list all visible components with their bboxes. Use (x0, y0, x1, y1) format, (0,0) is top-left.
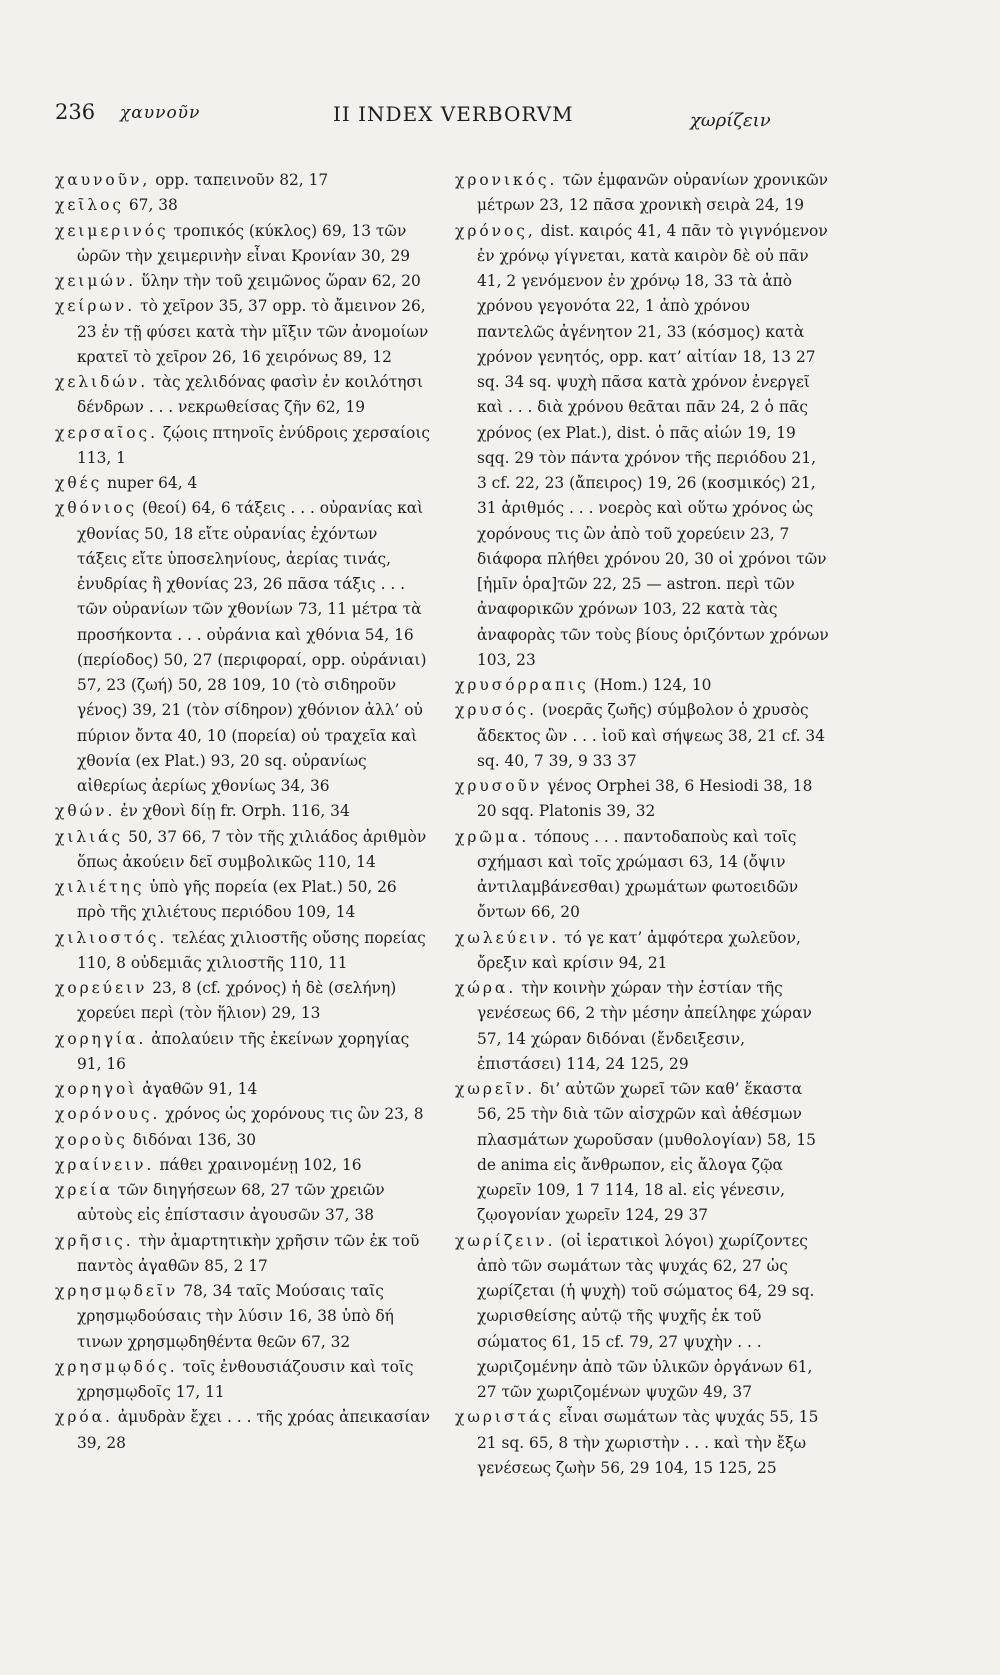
entry-text: dist. καιρός 41, 4 πᾶν τὸ γιγνόμενον ἐν χρόνῳ γίγνεται, κατὰ καιρὸν δὲ οὐ πᾶν 41, 2 γενόμενον ἐν χρόνῳ 18, 33 τὰ ἀπὸ χρόνου γεγονότα 22, 1 ἀπὸ χρόνου παντελῶς ἀγένητον 21, 33 (κόσμος) κατὰ χρόνον γενητός, opp. κατ’ αἰτίαν 18, 13 27 sq. 34 sq. ψυχὴ πᾶσα κατὰ χρόνον ἐνεργεῖ καὶ . . . διὰ χρόνου θεᾶται πᾶν 24, 2 ὁ πᾶς χρόνος (ex Plat.), dist. ὁ πᾶς αἰών 19, 19 sqq. 29 τὸν πάντα χρόνον τῆς περιόδου 21, 3 cf. 22, 23 (ἄπειρος) 19, 26 (κοσμικός) 21, 31 ἀριθμός . . . νοερὸς καὶ οὕτω χρόνος ὡς χορόνους τις ὢν ἀπὸ τοῦ χορεύειν 23, 7 διάφορα πλήθει χρόνου 20, 30 οἱ χρόνοι τῶν [ἡμῖν ὁρα]τῶν 22, 25 — astron. περὶ τῶν ἀναφορικῶν χρόνων 103, 22 κατὰ τὰς ἀναφορὰς τῶν τοὺς βίους ὁριζόντων χρόνων 103, 23 (477, 221, 829, 669)
entry-lemma: χθές (55, 474, 103, 492)
index-entry (455, 1077, 830, 1229)
entry-text: ὕλην τὴν τοῦ χειμῶνος ὥραν 62, 20 (136, 272, 421, 290)
right-running-headword: χωρίζειν (690, 110, 771, 131)
index-entry (55, 1279, 430, 1355)
index-entry (55, 219, 430, 270)
entry-text: 78, 34 ταῖς Μούσαις ταῖς χρησμῳδούσαις τὴν λύσιν 16, 38 ὑπὸ δή τινων χρησμῳδηθέντα θεῶν 67, 32 (77, 1282, 394, 1351)
entry-lemma: χρεία (55, 1181, 113, 1199)
index-entry (55, 825, 430, 876)
entry-lemma: χορηγία. (55, 1029, 147, 1048)
entry-lemma: χραίνειν. (55, 1155, 155, 1174)
entry-text: τόπους . . . παντοδαποὺς καὶ τοῖς σχήμασι καὶ τοῖς χρώμασι 63, 14 (ὄψιν ἀντιλαμβάνεσθαι) χρωμάτων φωτοειδῶν ὄντων 66, 20 (477, 827, 799, 922)
index-entry (55, 1027, 430, 1078)
entry-lemma: χείρων. (55, 297, 136, 316)
index-entry (55, 269, 430, 294)
index-entry (55, 1102, 430, 1127)
entry-lemma: χρυσόρραπις (455, 676, 589, 694)
page-number: 236 (55, 100, 96, 124)
index-entry (455, 926, 830, 977)
entry-lemma: χρόα. (55, 1408, 113, 1427)
entry-lemma: χελιδών. (55, 373, 149, 391)
entry-lemma: χωρίζειν. (455, 1231, 556, 1250)
entry-lemma: χειμών. (55, 272, 137, 290)
index-entry (55, 1128, 430, 1153)
entry-lemma: χρονικός. (455, 171, 558, 189)
page-header (55, 100, 770, 140)
entry-text: τελέας χιλιοστῆς οὔσης πορείας 110, 8 οὐδεμιᾶς χιλιοστῆς 110, 11 (77, 928, 426, 972)
index-entry (55, 496, 430, 799)
entry-text: τὴν ἁμαρτητικὴν χρῆσιν τῶν ἐκ τοῦ παντὸς ἀγαθῶν 85, 2 17 (77, 1231, 420, 1275)
index-entry (55, 926, 430, 977)
index-entry (55, 1153, 430, 1178)
entry-lemma: χωριστάς (455, 1408, 554, 1427)
index-entry (55, 799, 430, 824)
entry-text: πάθει χραινομένῃ 102, 16 (154, 1155, 362, 1174)
entry-lemma: χορεύειν (55, 979, 148, 997)
left-column (55, 168, 430, 1456)
entry-text: τροπικός (κύκλος) 69, 13 τῶν ὡρῶν τὴν χειμερινὴν εἶναι Κρονίαν 30, 29 (77, 221, 411, 265)
index-entry (55, 421, 430, 472)
entry-lemma: χοροὺς (55, 1130, 128, 1149)
entry-lemma: χαυνοῦν, (55, 171, 151, 189)
right-column (455, 168, 830, 1481)
entry-text: 67, 38 (123, 196, 178, 215)
entry-lemma: χώρα. (455, 979, 517, 997)
index-entry (55, 471, 430, 496)
entry-text: (Hom.) 124, 10 (588, 676, 712, 694)
entry-lemma: χρόνος, (455, 221, 536, 240)
entry-lemma: χωρεῖν. (455, 1080, 536, 1098)
entry-text: ἀπολαύειν τῆς ἐκείνων χορηγίας 91, 16 (77, 1029, 410, 1073)
entry-text: διδόναι 136, 30 (127, 1130, 257, 1149)
entry-lemma: χωλεύειν. (455, 928, 560, 947)
entry-text: τοῖς ἐνθουσιάζουσιν καὶ τοῖς χρησμῳδοῖς 17, 11 (77, 1357, 414, 1401)
entry-lemma: χειμερινός (55, 221, 169, 240)
entry-text: nuper 64, 4 (102, 474, 198, 492)
entry-lemma: χρῆσις. (55, 1231, 134, 1250)
entry-text: (οἱ ἱερατικοὶ λόγοι) χωρίζοντες ἀπὸ τῶν σωμάτων τὰς ψυχάς 62, 27 ὡς χωρίζεται (ἡ ψυχὴ) τοῦ σώματος 64, 29 sq. χωρισθείσης αὐτῷ τῆς ψυχῆς ἐκ τοῦ σώματος 61, 15 cf. 79, 27 ψυχὴν . . . χωριζομένην ἀπὸ τῶν ὑλικῶν ὀργάνων 61, 27 τῶν χωριζομένων ψυχῶν 49, 37 (477, 1231, 815, 1401)
index-entry (55, 976, 430, 1027)
index-entry (55, 1077, 430, 1102)
entry-text: ζῴοις πτηνοῖς ἐνύδροις χερσαίοις 113, 1 (77, 423, 430, 467)
entry-text: τὰς χελιδόνας φασὶν ἐν κοιλότησι δένδρων . . . νεκρωθείσας ζῆν 62, 19 (77, 373, 424, 417)
entry-lemma: χεῖλος (55, 196, 124, 215)
entry-text: ὑπὸ γῆς πορεία (ex Plat.) 50, 26 πρὸ τῆς χιλιέτους περιόδου 109, 14 (77, 878, 397, 922)
entry-text: γένος Orphei 38, 6 Hesiodi 38, 18 20 sqq. Platonis 39, 32 (477, 777, 813, 821)
entry-text: ἀμυδρὰν ἔχει . . . τῆς χρόας ἀπεικασίαν 39, 28 (77, 1408, 430, 1452)
entry-text: (θεοί) 64, 6 τάξεις . . . οὐρανίας καὶ χθονίας 50, 18 εἴτε οὐρανίας ἐχόντων τάξεις εἴτε ὑποσεληνίους, ἀερίας τινάς, ἐνυδρίας ἢ χθονίας 23, 26 πᾶσα τάξις . . . τῶν οὐρανίων τῶν χθονίων 73, 11 μέτρα τὰ προσήκοντα . . . οὐράνια καὶ χθόνια 54, 16 (περίοδος) 50, 27 (περιφοραί, opp. οὐράνιαι) 57, 23 (ζωή) 50, 28 109, 10 (τὸ σιδηροῦν γένος) 39, 21 (τὸν σίδηρον) χθόνιον ἀλλ’ οὐ πύριον ὄντα 40, 10 (πορεία) οὐ τραχεῖα καὶ χθονία (ex Plat.) 93, 20 sq. οὐρανίως αἰθερίως ἀερίως χθονίως 34, 36 (77, 499, 427, 795)
index-entry (455, 219, 830, 674)
left-running-headword: χαυνοῦν (120, 103, 201, 123)
entry-text: ἐν χθονὶ δίῃ fr. Orph. 116, 34 (115, 802, 350, 821)
entry-text: εἶναι σωμάτων τὰς ψυχάς 55, 15 21 sq. 65, 8 τὴν χωριστὴν . . . καὶ τὴν ἔξω γενέσεως ζωὴν 56, 29 104, 15 125, 25 (477, 1408, 819, 1477)
entry-lemma: χρυσοῦν (455, 777, 543, 795)
index-entry (455, 673, 830, 698)
entry-lemma: χιλιοστός. (55, 928, 168, 947)
entry-text: 50, 37 66, 7 τὸν τῆς χιλιάδος ἀριθμὸν ὅπως ἀκούειν δεῖ συμβολικῶς 110, 14 (77, 827, 427, 871)
entry-text: χρόνος ὡς χορόνους τις ὢν 23, 8 (160, 1105, 424, 1124)
entry-text: δι’ αὐτῶν χωρεῖ τῶν καθ’ ἕκαστα 56, 25 τὴν διὰ τῶν αἰσχρῶν καὶ ἀθέσμων πλασμάτων χωροῦσαν (μυθολογίαν) 58, 15 de anima εἰς ἄνθρωπον, εἰς ἄλογα ζῷα χωρεῖν 109, 1 7 114, 18 al. εἰς γένεσιν, ζῳογονίαν χωρεῖν 124, 29 37 (477, 1080, 816, 1225)
index-entry (455, 1405, 830, 1481)
index-entry (55, 1178, 430, 1229)
entry-lemma: χθόνιος (55, 499, 138, 518)
page-title: II INDEX VERBORVM (333, 102, 574, 126)
entry-lemma: χιλιάς (55, 827, 124, 846)
index-entry (455, 168, 830, 219)
entry-lemma: χερσαῖος. (55, 423, 159, 442)
index-entry (55, 1405, 430, 1456)
index-entry (455, 976, 830, 1077)
entry-text: (νοερᾶς ζωῆς) σύμβολον ὁ χρυσὸς ἄδεκτος ὢν . . . ἰοῦ καὶ σήψεως 38, 21 cf. 34 sq. 40, 7 39, 9 33 37 (477, 701, 825, 770)
entry-lemma: χρυσός. (455, 701, 538, 720)
index-entry (55, 168, 430, 193)
entry-lemma: χρησμῳδεῖν (55, 1282, 179, 1300)
index-entry (455, 774, 830, 825)
index-entry (455, 1229, 830, 1406)
entry-lemma: χιλιέτης (55, 878, 145, 896)
entry-lemma: χθών. (55, 802, 116, 821)
entry-lemma: χορηγοὶ (55, 1080, 138, 1098)
entry-text: τῶν ἐμφανῶν οὐρανίων χρονικῶν μέτρων 23, 12 πᾶσα χρονικὴ σειρὰ 24, 19 (477, 171, 829, 215)
index-entry (55, 1229, 430, 1280)
entry-lemma: χορόνους. (55, 1105, 161, 1124)
entry-lemma: χρησμῳδός. (55, 1357, 178, 1376)
index-entry (55, 1355, 430, 1406)
entry-text: τὴν κοινὴν χώραν τὴν ἑστίαν τῆς γενέσεως 66, 2 τὴν μέσην ἀπείληφε χώραν 57, 14 χώραν διδόναι (ἔνδειξεσιν, ἐπιστάσει) 114, 24 125, 29 (477, 979, 812, 1073)
entry-text: ἀγαθῶν 91, 14 (137, 1080, 258, 1098)
index-entry (55, 193, 430, 218)
index-entry (55, 370, 430, 421)
entry-text: τῶν διηγήσεων 68, 27 τῶν χρειῶν αὐτοὺς εἰς ἐπίστασιν ἀγουσῶν 37, 38 (77, 1181, 385, 1225)
entry-text: τό γε κατ’ ἀμφότερα χωλεῦον, ὄρεξιν καὶ κρίσιν 94, 21 (477, 928, 801, 972)
entry-text: opp. ταπεινοῦν 82, 17 (150, 171, 329, 189)
index-entry (455, 825, 830, 926)
index-entry (55, 294, 430, 370)
entry-text: 23, 8 (cf. χρόνος) ἡ δὲ (σελήνη) χορεύει περὶ (τὸν ἥλιον) 29, 13 (77, 979, 397, 1023)
entry-lemma: χρῶμα. (455, 827, 530, 846)
index-entry (455, 698, 830, 774)
entry-text: τὸ χεῖρον 35, 37 opp. τὸ ἄμεινον 26, 23 ἐν τῇ φύσει κατὰ τὴν μῖξιν τῶν ἀνομοίων κρατεῖ τὸ χεῖρον 26, 16 χειρόνως 89, 12 (77, 297, 429, 366)
index-entry (55, 875, 430, 926)
